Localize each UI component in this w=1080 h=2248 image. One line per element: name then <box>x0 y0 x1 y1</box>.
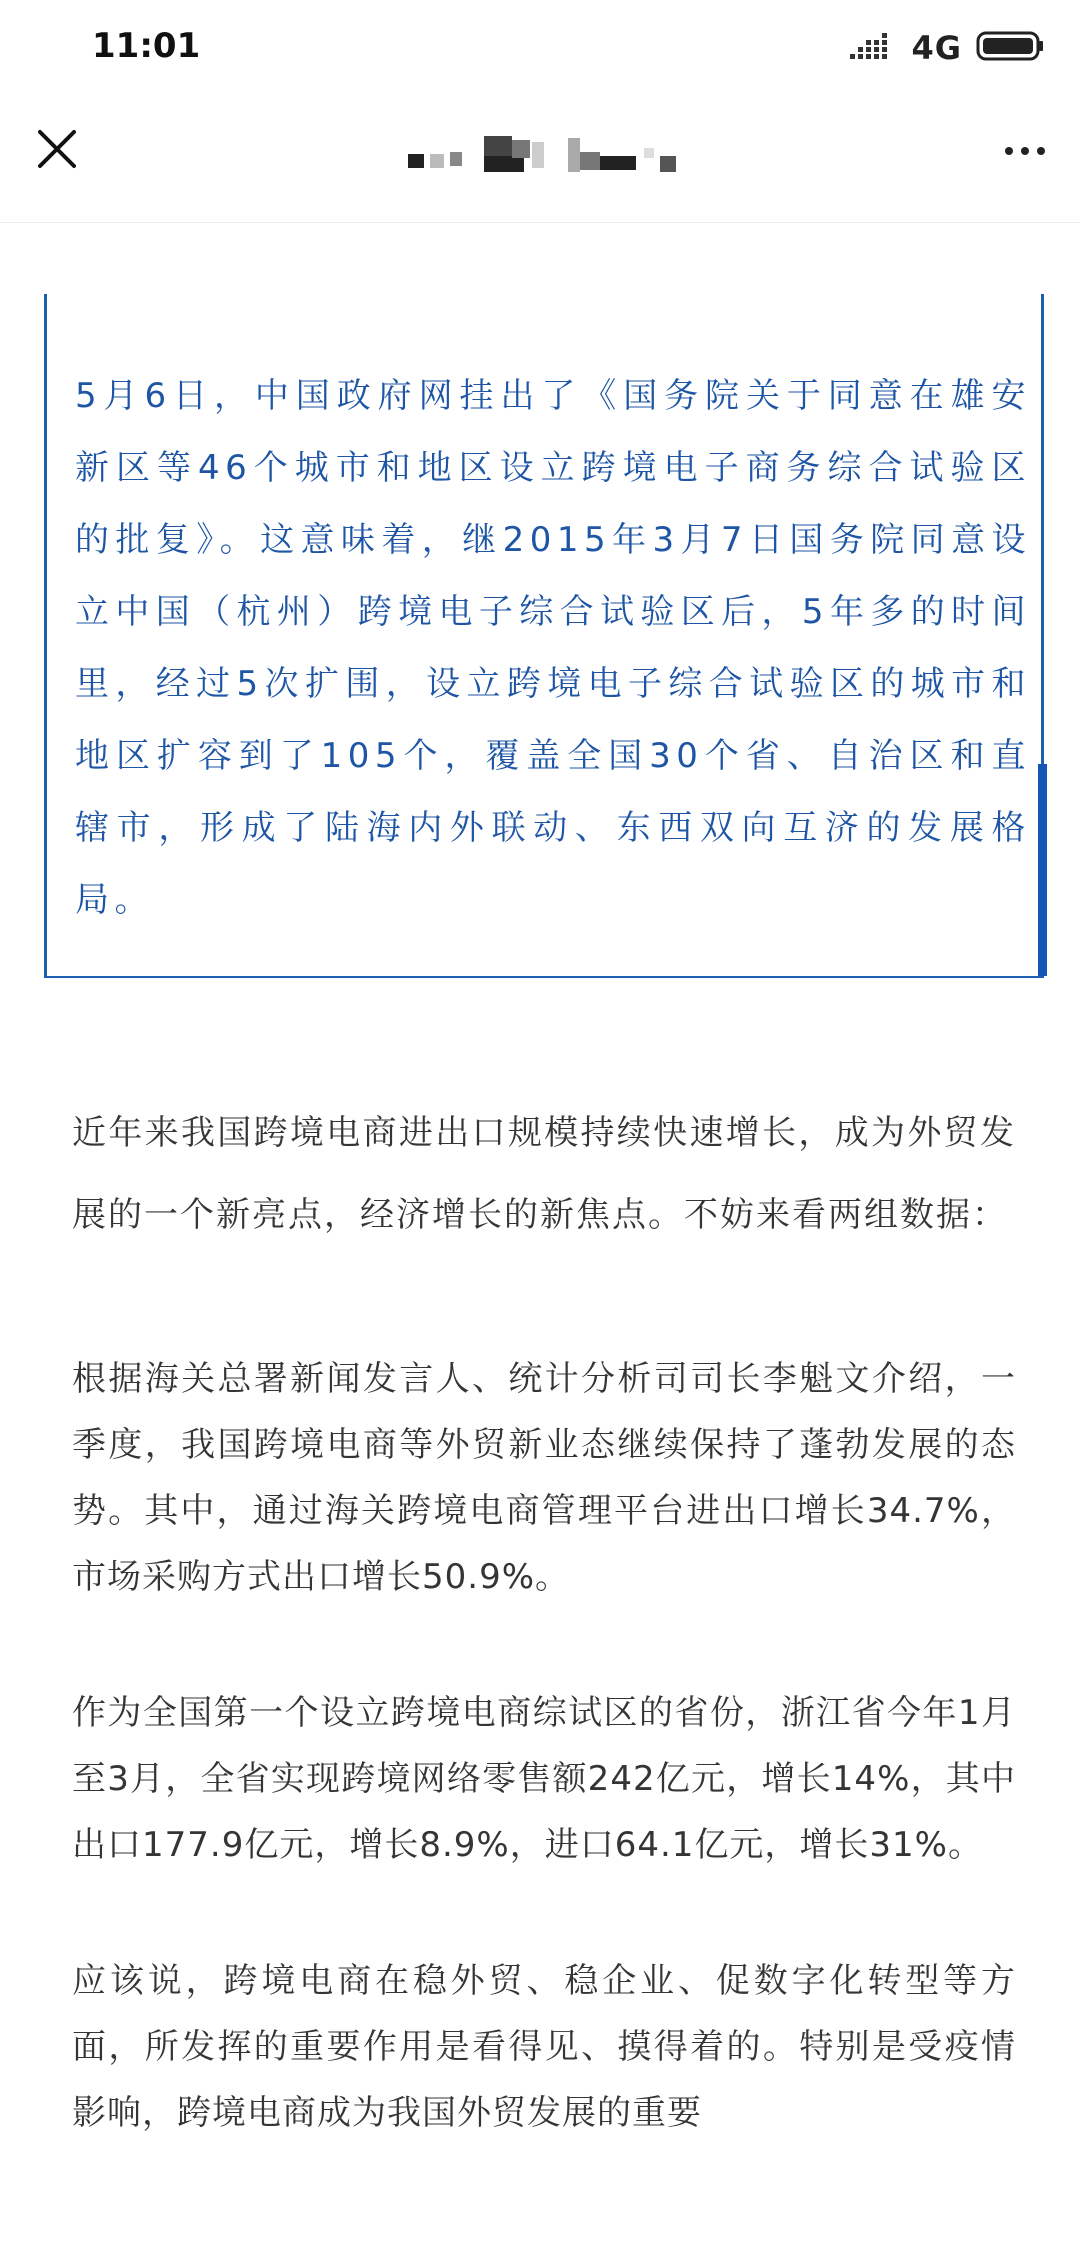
article-paragraph: 根据海关总署新闻发言人、统计分析司司长李魁文介绍，一季度，我国跨境电商等外贸新业态继续保持了蓬勃发展的态势。其中，通过海关跨境电商管理平台进出口增长34.7%，市场采购方式出口增长50.9%。 <box>72 1359 1016 1597</box>
quote-accent-bar <box>1038 764 1047 976</box>
network-type: 4G <box>911 29 962 67</box>
article-paragraph: 作为全国第一个设立跨境电商综试区的省份，浙江省今年1月至3月，全省实现跨境网络零售额242亿元，增长14%，其中出口177.9亿元，增长8.9%，进口64.1亿元，增长31%。 <box>72 1693 1016 1865</box>
quote-text: 5月6日，中国政府网挂出了《国务院关于同意在雄安新区等46个城市和地区设立跨境电子商务综合试验区的批复》。这意味着，继2015年3月7日国务院同意设立中国（杭州）跨境电子综合试验区后，5年多的时间里，经过5次扩围，设立跨境电子综合试验区的城市和地区扩容到了105个，覆盖全国30个省、自治区和直辖市，形成了陆海内外联动、东西双向互济的发展格局。 <box>75 376 1031 920</box>
article-quote-block <box>44 294 1044 978</box>
signal-icon <box>849 30 897 66</box>
more-options-button[interactable] <box>990 126 1060 176</box>
article-paragraph: 近年来我国跨境电商进出口规模持续快速增长，成为外贸发展的一个新亮点，经济增长的新焦点。不妨来看两组数据： <box>72 1113 1016 1235</box>
article-paragraph: 应该说，跨境电商在稳外贸、稳企业、促数字化转型等方面，所发挥的重要作用是看得见、摸得着的。特别是受疫情影响，跨境电商成为我国外贸发展的重要 <box>72 1961 1016 2133</box>
nav-bar <box>0 96 1080 223</box>
close-icon <box>22 114 92 184</box>
page-title-obscured <box>408 136 728 176</box>
status-bar <box>0 0 1080 96</box>
status-time: 11:01 <box>92 26 201 66</box>
more-icon <box>990 126 1060 176</box>
status-indicators <box>849 28 1044 68</box>
battery-icon <box>976 30 1044 66</box>
article-body <box>72 1092 1016 2216</box>
close-button[interactable] <box>22 114 92 184</box>
